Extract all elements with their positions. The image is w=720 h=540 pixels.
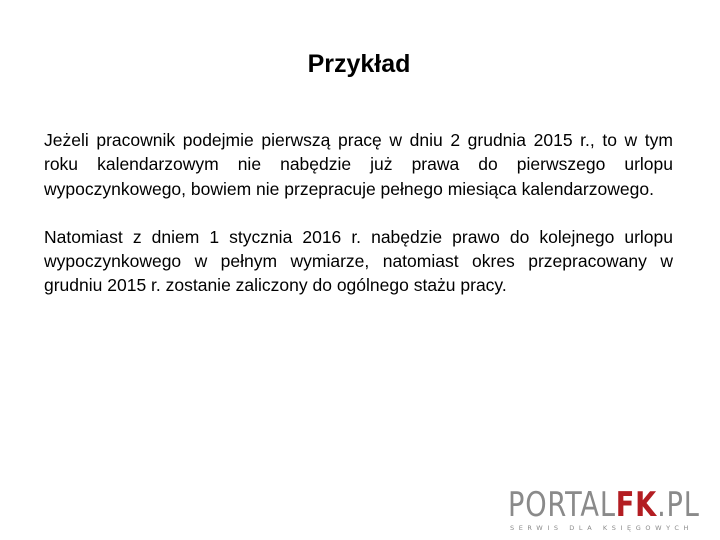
slide-title-text: Przykład [307,50,411,78]
logo-tagline: SERWIS DLA KSIĘGOWYCH [510,524,693,532]
paragraph-1: Jeżeli pracownik podejmie pierwszą pracę w dniu 2 grudnia 2015 r., to w tym roku kalendarzowym nie nabędzie już prawa do pierwszego urlopu wypoczynkowego, bowiem nie przepracuje pełnego miesiąca kalendarzowego. [44,130,673,199]
logo-text-fk: FK [615,485,658,525]
slide-title [0,48,720,80]
logo-text-pl: .PL [657,485,700,525]
portalfk-logo [508,486,712,536]
slide-body [44,128,673,298]
paragraph-2: Natomiast z dniem 1 stycznia 2016 r. nabędzie prawo do kolejnego urlopu wypoczynkowego w pełnym wymiarze, natomiast okres przepracowany w grudniu 2015 r. zostanie zaliczony do ogólnego stażu pracy. [44,226,673,296]
logo-text-portal: PORTAL [508,485,616,525]
logo-wordmark [508,486,700,524]
